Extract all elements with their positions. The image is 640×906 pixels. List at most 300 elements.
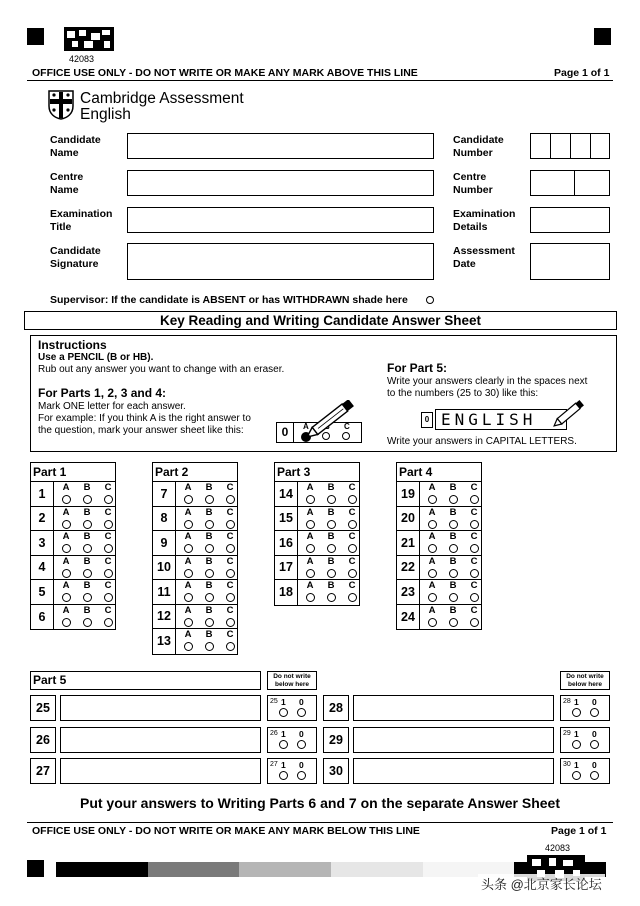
- answer-bubble[interactable]: [184, 569, 193, 578]
- option-letter: B: [449, 531, 457, 542]
- mark-one-bubble[interactable]: [572, 771, 581, 780]
- part5-question-number: 28: [323, 695, 349, 721]
- part5-answer-field[interactable]: [60, 695, 261, 721]
- answer-option[interactable]: [203, 557, 215, 578]
- answer-bubble[interactable]: [226, 593, 235, 602]
- digit-divider: [590, 134, 591, 158]
- exam-title-field[interactable]: [127, 207, 434, 233]
- question-number: 13: [153, 629, 176, 654]
- question-number: 24: [397, 605, 420, 630]
- answer-bubble[interactable]: [306, 593, 315, 602]
- mark-one-bubble[interactable]: [279, 771, 288, 780]
- part5-example-number: 0: [421, 412, 433, 428]
- answer-bubble[interactable]: [428, 593, 437, 602]
- answer-option[interactable]: [60, 483, 72, 504]
- option-letter: B: [205, 629, 213, 640]
- answer-bubble[interactable]: [205, 544, 214, 553]
- brand-name: Cambridge Assessment: [80, 90, 244, 107]
- form-barcode-top: [64, 27, 114, 51]
- answer-option[interactable]: [447, 532, 459, 553]
- cambridge-shield-logo: [48, 90, 74, 120]
- part-title: Part 1: [31, 463, 115, 482]
- answer-option[interactable]: [203, 532, 215, 553]
- question-number: 15: [275, 507, 298, 531]
- answer-option[interactable]: [203, 508, 215, 529]
- mark-zero-bubble[interactable]: [297, 740, 306, 749]
- answer-option[interactable]: [447, 483, 459, 504]
- answer-bubble[interactable]: [348, 593, 357, 602]
- answer-bubble[interactable]: [104, 593, 113, 602]
- answer-option[interactable]: [426, 483, 438, 504]
- option-letter: C: [348, 506, 356, 518]
- mark-one-bubble[interactable]: [572, 740, 581, 749]
- option-letter: C: [226, 506, 234, 518]
- answer-option[interactable]: [60, 581, 72, 602]
- answer-bubble[interactable]: [104, 618, 113, 627]
- answer-bubble[interactable]: [327, 593, 336, 602]
- question-number: 22: [397, 556, 420, 580]
- centre-number-field[interactable]: [530, 170, 610, 196]
- option-letter: B: [83, 482, 91, 493]
- question-row: [31, 580, 115, 605]
- office-use-top: OFFICE USE ONLY - DO NOT WRITE OR MAKE ANY MARK ABOVE THIS LINE: [32, 67, 418, 79]
- option-letter: C: [226, 531, 234, 542]
- answer-bubble[interactable]: [62, 544, 71, 553]
- option-letter: A: [428, 555, 436, 567]
- part5-answer-field[interactable]: [353, 695, 554, 721]
- question-number: 23: [397, 580, 420, 604]
- answer-bubble[interactable]: [184, 618, 193, 627]
- answer-bubble[interactable]: [449, 544, 458, 553]
- answer-option[interactable]: [325, 483, 337, 504]
- assessment-date-field[interactable]: [530, 243, 610, 280]
- answer-option[interactable]: [60, 508, 72, 529]
- answer-bubble[interactable]: [184, 520, 193, 529]
- answer-bubble[interactable]: [104, 495, 113, 504]
- answer-bubble[interactable]: [62, 593, 71, 602]
- option-letter: B: [83, 555, 91, 567]
- candidate-number-label: Candidate Number: [453, 134, 504, 159]
- mark-zero-label: 0: [299, 729, 304, 739]
- part-2-grid: [152, 462, 238, 655]
- answer-option[interactable]: [447, 557, 459, 578]
- answer-bubble[interactable]: [226, 642, 235, 651]
- answer-bubble[interactable]: [226, 544, 235, 553]
- answer-bubble[interactable]: [83, 569, 92, 578]
- mark-one-text: Mark ONE letter for each answer.: [38, 401, 186, 412]
- option-letter: A: [62, 555, 70, 567]
- answer-option[interactable]: [81, 483, 93, 504]
- option-letter: A: [306, 482, 314, 493]
- answer-bubble[interactable]: [470, 495, 479, 504]
- question-row: [153, 580, 237, 605]
- parts-heading: For Parts 1, 2, 3 and 4:: [38, 386, 167, 400]
- mark-zero-bubble[interactable]: [297, 708, 306, 717]
- option-letter: B: [83, 604, 91, 616]
- part5-question-number: 30: [323, 758, 349, 784]
- answer-bubble[interactable]: [449, 593, 458, 602]
- answer-bubble[interactable]: [83, 495, 92, 504]
- option-letter: C: [470, 604, 478, 616]
- answer-option[interactable]: [224, 532, 236, 553]
- answer-bubble[interactable]: [184, 593, 193, 602]
- answer-option[interactable]: [102, 508, 114, 529]
- option-letter: C: [104, 482, 112, 493]
- answer-option[interactable]: [447, 581, 459, 602]
- answer-bubble[interactable]: [184, 495, 193, 504]
- option-letter: C: [104, 604, 112, 616]
- example-option-c: C: [344, 422, 350, 431]
- answer-bubble[interactable]: [83, 520, 92, 529]
- answer-option[interactable]: [304, 557, 316, 578]
- option-letter: B: [449, 580, 457, 591]
- answer-option[interactable]: [325, 508, 337, 529]
- candidate-name-field[interactable]: [127, 133, 434, 159]
- answer-option[interactable]: [426, 532, 438, 553]
- answer-option[interactable]: [182, 483, 194, 504]
- option-letter: C: [226, 604, 234, 616]
- answer-bubble[interactable]: [327, 495, 336, 504]
- answer-option[interactable]: [182, 606, 194, 627]
- answer-option[interactable]: [304, 581, 316, 602]
- example-question-number: 0: [277, 423, 294, 442]
- answer-bubble[interactable]: [470, 544, 479, 553]
- answer-bubble[interactable]: [306, 544, 315, 553]
- part-1-grid: [30, 462, 116, 630]
- answer-bubble[interactable]: [184, 642, 193, 651]
- question-number: 11: [153, 580, 176, 604]
- answer-bubble[interactable]: [226, 495, 235, 504]
- answer-option[interactable]: [81, 606, 93, 627]
- answer-bubble[interactable]: [205, 520, 214, 529]
- instructions-pencil: Use a PENCIL (B or HB).: [38, 352, 154, 363]
- answer-bubble[interactable]: [83, 618, 92, 627]
- candidate-signature-field[interactable]: [127, 243, 434, 280]
- option-letter: A: [184, 531, 192, 542]
- answer-option[interactable]: [102, 606, 114, 627]
- answer-option[interactable]: [468, 557, 480, 578]
- mark-one-label: 1: [281, 729, 286, 739]
- answer-bubble[interactable]: [327, 544, 336, 553]
- answer-option[interactable]: [81, 532, 93, 553]
- examiner-mark-box: [560, 727, 610, 753]
- part-4-grid: [396, 462, 482, 630]
- answer-option[interactable]: [346, 581, 358, 602]
- answer-option[interactable]: [224, 581, 236, 602]
- option-letter: C: [104, 580, 112, 591]
- mark-one-label: 1: [574, 729, 579, 739]
- mark-zero-bubble[interactable]: [590, 708, 599, 717]
- timing-mark-top-right: [594, 28, 611, 45]
- answer-bubble[interactable]: [62, 495, 71, 504]
- mark-question-number: 29: [563, 730, 571, 737]
- mark-zero-label: 0: [592, 697, 597, 707]
- answer-bubble[interactable]: [205, 569, 214, 578]
- answer-option[interactable]: [224, 606, 236, 627]
- answer-option[interactable]: [304, 508, 316, 529]
- mark-zero-bubble[interactable]: [590, 771, 599, 780]
- answer-option[interactable]: [325, 532, 337, 553]
- option-letter: C: [104, 506, 112, 518]
- absent-bubble[interactable]: [426, 296, 434, 304]
- mark-zero-bubble[interactable]: [297, 771, 306, 780]
- answer-bubble[interactable]: [184, 544, 193, 553]
- answer-option[interactable]: [426, 581, 438, 602]
- option-letter: A: [306, 506, 314, 518]
- option-letter: C: [470, 482, 478, 493]
- answer-option[interactable]: [81, 508, 93, 529]
- rule-bottom: [27, 822, 613, 823]
- answer-bubble[interactable]: [205, 618, 214, 627]
- answer-option[interactable]: [426, 606, 438, 627]
- answer-bubble[interactable]: [62, 569, 71, 578]
- question-row: [153, 482, 237, 507]
- mark-one-label: 1: [574, 697, 579, 707]
- answer-bubble[interactable]: [306, 569, 315, 578]
- mark-question-number: 30: [563, 761, 571, 768]
- option-letter: B: [205, 506, 213, 518]
- answer-bubble[interactable]: [306, 520, 315, 529]
- option-letter: B: [205, 555, 213, 567]
- part5-answer-field[interactable]: [353, 727, 554, 753]
- candidate-number-field[interactable]: [530, 133, 610, 159]
- part5-text-1: Write your answers clearly in the spaces next: [387, 376, 588, 387]
- answer-option[interactable]: [203, 483, 215, 504]
- answer-option[interactable]: [81, 581, 93, 602]
- answer-bubble[interactable]: [348, 495, 357, 504]
- option-letter: A: [62, 604, 70, 616]
- answer-bubble[interactable]: [470, 593, 479, 602]
- question-number: 7: [153, 482, 176, 506]
- question-row: [397, 605, 481, 630]
- answer-option[interactable]: [346, 483, 358, 504]
- answer-bubble[interactable]: [226, 520, 235, 529]
- option-letter: B: [205, 604, 213, 616]
- answer-option[interactable]: [60, 606, 72, 627]
- answer-bubble[interactable]: [348, 520, 357, 529]
- part5-answer-field[interactable]: [60, 727, 261, 753]
- option-letter: B: [205, 482, 213, 493]
- answer-bubble[interactable]: [62, 618, 71, 627]
- option-letter: A: [62, 482, 70, 493]
- option-letter: A: [428, 531, 436, 542]
- option-letter: C: [348, 580, 356, 591]
- question-number: 12: [153, 605, 176, 629]
- answer-option[interactable]: [304, 532, 316, 553]
- answer-option[interactable]: [81, 557, 93, 578]
- question-number: 3: [31, 531, 54, 555]
- answer-option[interactable]: [102, 557, 114, 578]
- answer-option[interactable]: [182, 508, 194, 529]
- part5-answer-field[interactable]: [353, 758, 554, 784]
- exam-details-label: Examination Details: [453, 208, 516, 233]
- answer-option[interactable]: [182, 581, 194, 602]
- sheet-title: Key Reading and Writing Candidate Answer Sheet: [159, 313, 482, 328]
- answer-option[interactable]: [346, 532, 358, 553]
- answer-option[interactable]: [203, 581, 215, 602]
- answer-option[interactable]: [224, 630, 236, 651]
- answer-bubble[interactable]: [449, 520, 458, 529]
- question-row: [153, 556, 237, 581]
- option-letter: A: [62, 506, 70, 518]
- answer-bubble[interactable]: [205, 642, 214, 651]
- answer-bubble[interactable]: [348, 544, 357, 553]
- answer-option[interactable]: [468, 606, 480, 627]
- answer-bubble[interactable]: [83, 544, 92, 553]
- answer-option[interactable]: [346, 557, 358, 578]
- option-letter: A: [428, 482, 436, 493]
- answer-bubble[interactable]: [428, 544, 437, 553]
- answer-option[interactable]: [182, 557, 194, 578]
- part5-question-number: 27: [30, 758, 56, 784]
- examiner-mark-box: [560, 695, 610, 721]
- centre-number-label: Centre Number: [453, 171, 493, 196]
- option-letter: A: [62, 580, 70, 591]
- option-letter: C: [226, 482, 234, 493]
- part5-question-number: 26: [30, 727, 56, 753]
- answer-bubble[interactable]: [470, 520, 479, 529]
- answer-bubble[interactable]: [327, 520, 336, 529]
- answer-option[interactable]: [102, 532, 114, 553]
- part-title: Part 2: [153, 463, 237, 482]
- answer-bubble[interactable]: [83, 593, 92, 602]
- examiner-mark-box: [267, 727, 317, 753]
- answer-bubble[interactable]: [428, 618, 437, 627]
- answer-option[interactable]: [447, 606, 459, 627]
- answer-option[interactable]: [60, 532, 72, 553]
- answer-option[interactable]: [182, 532, 194, 553]
- answer-bubble[interactable]: [306, 495, 315, 504]
- question-row: [153, 531, 237, 556]
- answer-option[interactable]: [182, 630, 194, 651]
- answer-bubble[interactable]: [104, 544, 113, 553]
- exam-details-field[interactable]: [530, 207, 610, 233]
- answer-option[interactable]: [304, 483, 316, 504]
- option-letter: A: [62, 531, 70, 542]
- question-number: 16: [275, 531, 298, 555]
- answer-bubble[interactable]: [205, 593, 214, 602]
- answer-option[interactable]: [346, 508, 358, 529]
- answer-option[interactable]: [224, 557, 236, 578]
- answer-option[interactable]: [102, 581, 114, 602]
- part5-question-number: 25: [30, 695, 56, 721]
- answer-bubble[interactable]: [104, 520, 113, 529]
- answer-bubble[interactable]: [348, 569, 357, 578]
- digit-divider: [574, 171, 575, 195]
- question-row: [31, 556, 115, 581]
- part-title: Part 3: [275, 463, 359, 482]
- question-row: [31, 605, 115, 630]
- answer-option[interactable]: [102, 483, 114, 504]
- mark-one-label: 1: [574, 760, 579, 770]
- question-row: [153, 605, 237, 630]
- answer-bubble[interactable]: [470, 618, 479, 627]
- option-letter: A: [184, 555, 192, 567]
- mark-zero-label: 0: [299, 760, 304, 770]
- form-code-top: 42083: [69, 54, 95, 64]
- question-number: 14: [275, 482, 298, 506]
- answer-bubble[interactable]: [226, 569, 235, 578]
- answer-option[interactable]: [60, 557, 72, 578]
- option-letter: B: [327, 531, 335, 542]
- digit-divider: [570, 134, 571, 158]
- answer-bubble[interactable]: [226, 618, 235, 627]
- answer-option[interactable]: [203, 630, 215, 651]
- brand-subname: English: [80, 106, 131, 123]
- digit-divider: [550, 134, 551, 158]
- instructions-heading: Instructions: [38, 338, 107, 352]
- option-letter: C: [470, 531, 478, 542]
- answer-option[interactable]: [468, 532, 480, 553]
- option-letter: C: [348, 531, 356, 542]
- option-letter: C: [104, 555, 112, 567]
- question-row: [397, 580, 481, 605]
- timing-mark-bottom-left: [27, 860, 44, 877]
- answer-option[interactable]: [224, 483, 236, 504]
- answer-option[interactable]: [325, 557, 337, 578]
- answer-bubble[interactable]: [449, 618, 458, 627]
- assessment-date-label: Assessment Date: [453, 245, 515, 270]
- instructions-box: [30, 335, 617, 452]
- supervisor-note: Supervisor: If the candidate is ABSENT or has WITHDRAWN shade here: [50, 294, 408, 306]
- answer-bubble[interactable]: [449, 569, 458, 578]
- capitals-note: Write your answers in CAPITAL LETTERS.: [387, 436, 577, 447]
- part5-answer-field[interactable]: [60, 758, 261, 784]
- answer-bubble[interactable]: [62, 520, 71, 529]
- do-not-write-label-left: Do not write below here: [267, 671, 317, 690]
- answer-option[interactable]: [447, 508, 459, 529]
- option-letter: C: [226, 555, 234, 567]
- answer-bubble[interactable]: [104, 569, 113, 578]
- option-letter: A: [306, 531, 314, 542]
- answer-option[interactable]: [426, 508, 438, 529]
- centre-name-field[interactable]: [127, 170, 434, 196]
- mark-question-number: 25: [270, 698, 278, 705]
- question-number: 1: [31, 482, 54, 506]
- answer-bubble[interactable]: [449, 495, 458, 504]
- mark-one-bubble[interactable]: [279, 708, 288, 717]
- mark-zero-bubble[interactable]: [590, 740, 599, 749]
- option-letter: C: [226, 629, 234, 640]
- question-number: 10: [153, 556, 176, 580]
- answer-bubble[interactable]: [470, 569, 479, 578]
- answer-bubble[interactable]: [428, 569, 437, 578]
- mark-one-bubble[interactable]: [572, 708, 581, 717]
- answer-option[interactable]: [224, 508, 236, 529]
- instructions-rubout: Rub out any answer you want to change with an eraser.: [38, 364, 285, 375]
- question-number: 5: [31, 580, 54, 604]
- mark-one-bubble[interactable]: [279, 740, 288, 749]
- answer-option[interactable]: [468, 581, 480, 602]
- answer-bubble[interactable]: [428, 520, 437, 529]
- answer-option[interactable]: [468, 508, 480, 529]
- answer-option[interactable]: [325, 581, 337, 602]
- page-indicator-bottom: Page 1 of 1: [551, 825, 607, 837]
- answer-option[interactable]: [426, 557, 438, 578]
- answer-bubble[interactable]: [428, 495, 437, 504]
- option-letter: A: [184, 506, 192, 518]
- answer-bubble[interactable]: [205, 495, 214, 504]
- question-row: [275, 507, 359, 532]
- writing-parts-note: Put your answers to Writing Parts 6 and 7 on the separate Answer Sheet: [79, 795, 560, 811]
- candidate-name-label: Candidate Name: [50, 134, 101, 159]
- answer-bubble[interactable]: [327, 569, 336, 578]
- question-row: [31, 531, 115, 556]
- option-letter: A: [306, 580, 314, 591]
- examiner-mark-box: [267, 695, 317, 721]
- answer-option[interactable]: [203, 606, 215, 627]
- answer-option[interactable]: [468, 483, 480, 504]
